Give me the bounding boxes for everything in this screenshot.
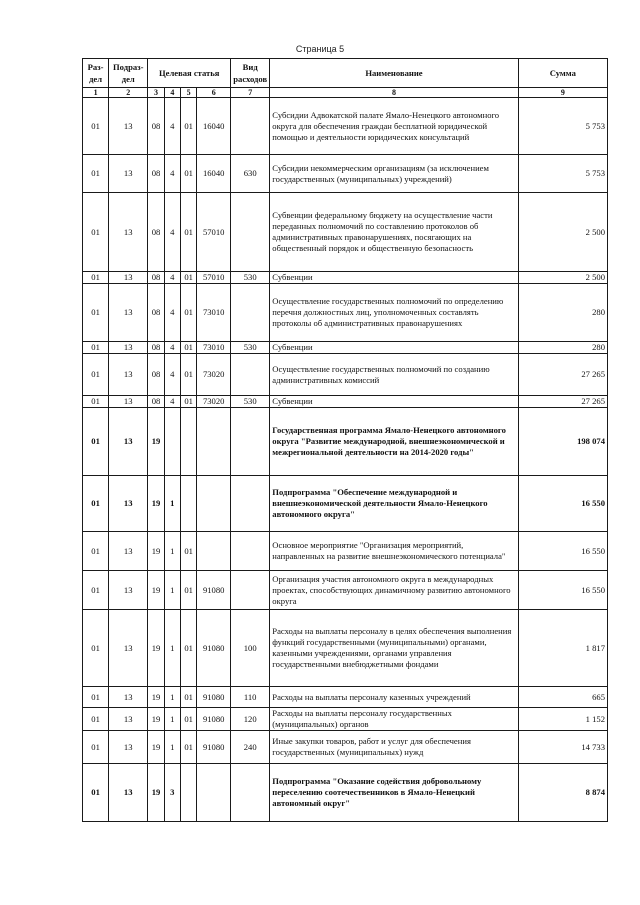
- vid-cell: 530: [231, 342, 270, 354]
- sum-cell: 1 152: [518, 708, 607, 731]
- name-cell: Субвенции: [270, 396, 518, 408]
- target-a-cell: 19: [148, 764, 164, 822]
- sum-cell: 2 500: [518, 193, 607, 272]
- razdel-cell: 01: [83, 155, 109, 193]
- target-d-cell: 91080: [197, 687, 231, 708]
- target-c-cell: [180, 476, 196, 532]
- name-cell: Расходы на выплаты персоналу казенных учреждений: [270, 687, 518, 708]
- target-c-cell: 01: [180, 193, 196, 272]
- table-row: [83, 193, 608, 272]
- table-row: [83, 764, 608, 822]
- budget-table: [82, 58, 608, 822]
- podrazdel-cell: 13: [109, 193, 148, 272]
- podrazdel-cell: 13: [109, 342, 148, 354]
- table-row: [83, 731, 608, 764]
- vid-cell: 100: [231, 610, 270, 687]
- sum-cell: 280: [518, 284, 607, 342]
- table-row: [83, 687, 608, 708]
- target-b-cell: 1: [164, 571, 180, 610]
- table-row: [83, 396, 608, 408]
- podrazdel-cell: 13: [109, 284, 148, 342]
- podrazdel-cell: 13: [109, 272, 148, 284]
- table-row: [83, 532, 608, 571]
- col-number: 1: [83, 88, 109, 98]
- podrazdel-cell: 13: [109, 476, 148, 532]
- target-b-cell: 3: [164, 764, 180, 822]
- vid-cell: 120: [231, 708, 270, 731]
- col-number: 4: [164, 88, 180, 98]
- table-row: [83, 98, 608, 155]
- col-number: 7: [231, 88, 270, 98]
- name-cell: Расходы на выплаты персоналу государственных (муниципальных) органов: [270, 708, 518, 731]
- target-b-cell: 1: [164, 610, 180, 687]
- vid-cell: [231, 193, 270, 272]
- vid-cell: [231, 284, 270, 342]
- target-b-cell: 4: [164, 193, 180, 272]
- vid-cell: [231, 408, 270, 476]
- target-c-cell: [180, 408, 196, 476]
- razdel-cell: 01: [83, 476, 109, 532]
- vid-cell: 630: [231, 155, 270, 193]
- sum-cell: 14 733: [518, 731, 607, 764]
- target-a-cell: 19: [148, 532, 164, 571]
- target-a-cell: 08: [148, 342, 164, 354]
- target-c-cell: 01: [180, 731, 196, 764]
- razdel-cell: 01: [83, 571, 109, 610]
- column-number-row: [83, 88, 608, 98]
- razdel-cell: 01: [83, 396, 109, 408]
- target-c-cell: 01: [180, 396, 196, 408]
- col-number: 5: [180, 88, 196, 98]
- target-a-cell: 19: [148, 476, 164, 532]
- name-cell: Субсидии Адвокатской палате Ямало-Ненецкого автономного округа для обеспечения граждан бесплатной юридической помощью и деятельности юридических консультаций: [270, 98, 518, 155]
- table-row: [83, 342, 608, 354]
- target-d-cell: 91080: [197, 708, 231, 731]
- podrazdel-cell: 13: [109, 532, 148, 571]
- sum-cell: 280: [518, 342, 607, 354]
- target-d-cell: 91080: [197, 731, 231, 764]
- razdel-cell: 01: [83, 532, 109, 571]
- target-c-cell: 01: [180, 272, 196, 284]
- col-header-name: Наименование: [270, 59, 518, 88]
- name-cell: Иные закупки товаров, работ и услуг для обеспечения государственных (муниципальных) нужд: [270, 731, 518, 764]
- name-cell: Субвенции федеральному бюджету на осуществление части переданных полномочий по составлению протоколов об административных правонарушениях, посягающих на общественный порядок и общественную безопасность: [270, 193, 518, 272]
- sum-cell: 5 753: [518, 155, 607, 193]
- target-a-cell: 19: [148, 731, 164, 764]
- target-d-cell: [197, 408, 231, 476]
- col-header-summa: Сумма: [518, 59, 607, 88]
- target-d-cell: 91080: [197, 571, 231, 610]
- razdel-cell: 01: [83, 731, 109, 764]
- col-header-celevaya: Целевая статья: [148, 59, 231, 88]
- page-label: Страница 5: [295, 44, 345, 54]
- target-a-cell: 19: [148, 708, 164, 731]
- target-b-cell: 1: [164, 731, 180, 764]
- target-c-cell: 01: [180, 687, 196, 708]
- table-row: [83, 272, 608, 284]
- target-b-cell: 4: [164, 272, 180, 284]
- name-cell: Осуществление государственных полномочий по созданию административных комиссий: [270, 354, 518, 396]
- target-b-cell: 1: [164, 708, 180, 731]
- sum-cell: 27 265: [518, 396, 607, 408]
- target-c-cell: 01: [180, 571, 196, 610]
- vid-cell: [231, 764, 270, 822]
- name-cell: Расходы на выплаты персоналу в целях обеспечения выполнения функций государственными (муниципальными) органами, казенными учреждениями, органами управления государственными внебюджетными фондами: [270, 610, 518, 687]
- target-d-cell: 16040: [197, 98, 231, 155]
- name-cell: Субсидии некоммерческим организациям (за исключением государственных (муниципальных) учреждений): [270, 155, 518, 193]
- col-number: 3: [148, 88, 164, 98]
- vid-cell: 530: [231, 272, 270, 284]
- target-c-cell: 01: [180, 155, 196, 193]
- table-row: [83, 408, 608, 476]
- vid-cell: [231, 476, 270, 532]
- target-a-cell: 08: [148, 193, 164, 272]
- target-c-cell: 01: [180, 98, 196, 155]
- target-d-cell: 57010: [197, 193, 231, 272]
- col-header-vid: Вид расходов: [231, 59, 270, 88]
- name-cell: Подпрограмма "Обеспечение международной и внешнеэкономической деятельности Ямало-Ненецкого автономного округа": [270, 476, 518, 532]
- vid-cell: [231, 354, 270, 396]
- target-d-cell: 73010: [197, 342, 231, 354]
- podrazdel-cell: 13: [109, 571, 148, 610]
- col-number: 9: [518, 88, 607, 98]
- podrazdel-cell: 13: [109, 408, 148, 476]
- target-b-cell: 4: [164, 342, 180, 354]
- target-d-cell: 57010: [197, 272, 231, 284]
- target-a-cell: 19: [148, 408, 164, 476]
- table-row: [83, 354, 608, 396]
- razdel-cell: 01: [83, 193, 109, 272]
- target-c-cell: 01: [180, 532, 196, 571]
- name-cell: Государственная программа Ямало-Ненецкого автономного округа "Развитие международной, внешнеэкономической и межрегиональной деятельности на 2014-2020 годы": [270, 408, 518, 476]
- target-a-cell: 08: [148, 98, 164, 155]
- target-a-cell: 08: [148, 155, 164, 193]
- name-cell: Осуществление государственных полномочий по определению перечня должностных лиц, уполномоченных составлять протоколы об административных правонарушениях: [270, 284, 518, 342]
- table-row: [83, 708, 608, 731]
- target-a-cell: 08: [148, 272, 164, 284]
- col-header-razdel: Раз-дел: [83, 59, 109, 88]
- target-a-cell: 08: [148, 396, 164, 408]
- razdel-cell: 01: [83, 610, 109, 687]
- podrazdel-cell: 13: [109, 708, 148, 731]
- target-c-cell: 01: [180, 354, 196, 396]
- target-a-cell: 19: [148, 687, 164, 708]
- vid-cell: 530: [231, 396, 270, 408]
- sum-cell: 8 874: [518, 764, 607, 822]
- col-number: 2: [109, 88, 148, 98]
- podrazdel-cell: 13: [109, 354, 148, 396]
- target-d-cell: 91080: [197, 610, 231, 687]
- target-c-cell: [180, 764, 196, 822]
- podrazdel-cell: 13: [109, 764, 148, 822]
- podrazdel-cell: 13: [109, 687, 148, 708]
- razdel-cell: 01: [83, 342, 109, 354]
- name-cell: Основное мероприятие "Организация мероприятий, направленных на развитие внешнеэкономического потенциала": [270, 532, 518, 571]
- sum-cell: 16 550: [518, 571, 607, 610]
- razdel-cell: 01: [83, 708, 109, 731]
- sum-cell: 1 817: [518, 610, 607, 687]
- vid-cell: [231, 532, 270, 571]
- table-row: [83, 155, 608, 193]
- podrazdel-cell: 13: [109, 396, 148, 408]
- name-cell: Субвенции: [270, 272, 518, 284]
- razdel-cell: 01: [83, 764, 109, 822]
- target-b-cell: [164, 408, 180, 476]
- sum-cell: 665: [518, 687, 607, 708]
- table-row: [83, 476, 608, 532]
- target-c-cell: 01: [180, 284, 196, 342]
- razdel-cell: 01: [83, 284, 109, 342]
- target-d-cell: 73020: [197, 396, 231, 408]
- vid-cell: [231, 98, 270, 155]
- name-cell: Субвенции: [270, 342, 518, 354]
- target-b-cell: 4: [164, 284, 180, 342]
- name-cell: Подпрограмма "Оказание содействия добровольному переселению соотечественников в Ямало-Ненецкий автономный округ": [270, 764, 518, 822]
- sum-cell: 27 265: [518, 354, 607, 396]
- target-c-cell: 01: [180, 610, 196, 687]
- sum-cell: 198 074: [518, 408, 607, 476]
- table-body: [83, 98, 608, 822]
- sum-cell: 16 550: [518, 532, 607, 571]
- target-b-cell: 1: [164, 476, 180, 532]
- target-d-cell: 73020: [197, 354, 231, 396]
- razdel-cell: 01: [83, 272, 109, 284]
- target-b-cell: 1: [164, 687, 180, 708]
- vid-cell: [231, 571, 270, 610]
- podrazdel-cell: 13: [109, 731, 148, 764]
- razdel-cell: 01: [83, 98, 109, 155]
- table-row: [83, 610, 608, 687]
- target-a-cell: 08: [148, 284, 164, 342]
- target-b-cell: 4: [164, 396, 180, 408]
- razdel-cell: 01: [83, 354, 109, 396]
- target-b-cell: 4: [164, 354, 180, 396]
- sum-cell: 2 500: [518, 272, 607, 284]
- target-d-cell: [197, 476, 231, 532]
- target-a-cell: 19: [148, 571, 164, 610]
- target-c-cell: 01: [180, 708, 196, 731]
- target-d-cell: [197, 532, 231, 571]
- target-d-cell: [197, 764, 231, 822]
- sum-cell: 5 753: [518, 98, 607, 155]
- podrazdel-cell: 13: [109, 98, 148, 155]
- table-row: [83, 571, 608, 610]
- razdel-cell: 01: [83, 687, 109, 708]
- podrazdel-cell: 13: [109, 610, 148, 687]
- sum-cell: 16 550: [518, 476, 607, 532]
- col-number: 8: [270, 88, 518, 98]
- target-b-cell: 1: [164, 532, 180, 571]
- header-row: [83, 59, 608, 88]
- vid-cell: 110: [231, 687, 270, 708]
- target-d-cell: 16040: [197, 155, 231, 193]
- target-a-cell: 19: [148, 610, 164, 687]
- table-row: [83, 284, 608, 342]
- target-a-cell: 08: [148, 354, 164, 396]
- target-c-cell: 01: [180, 342, 196, 354]
- col-header-podrazdel: Подраз-дел: [109, 59, 148, 88]
- target-d-cell: 73010: [197, 284, 231, 342]
- vid-cell: 240: [231, 731, 270, 764]
- name-cell: Организация участия автономного округа в международных проектах, способствующих динамичному развитию автономного округа: [270, 571, 518, 610]
- target-b-cell: 4: [164, 98, 180, 155]
- razdel-cell: 01: [83, 408, 109, 476]
- podrazdel-cell: 13: [109, 155, 148, 193]
- col-number: 6: [197, 88, 231, 98]
- target-b-cell: 4: [164, 155, 180, 193]
